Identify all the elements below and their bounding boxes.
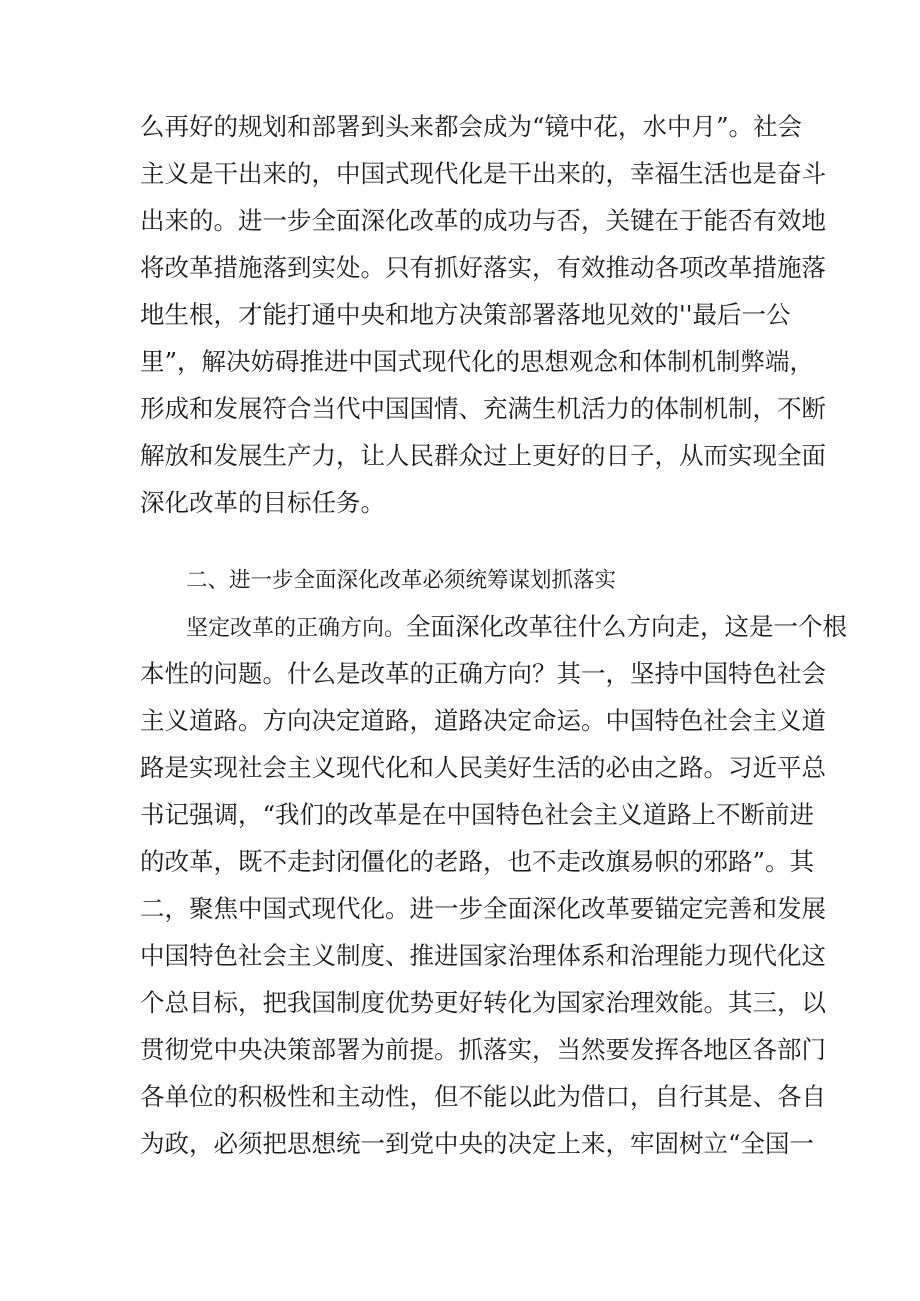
text-line: 出来的。进一步全面深化改革的成功与否，关键在于能否有效地 [140, 206, 826, 235]
text-line: 形成和发展符合当代中国国情、充满生机活力的体制机制，不断 [140, 394, 826, 423]
text-line: 贯彻党中央决策部署为前提。抓落实，当然要发挥各地区各部门 [140, 1035, 826, 1064]
text-line: 将改革措施落到实处。只有抓好落实，有效推动各项改革措施落 [140, 253, 826, 282]
lead-phrase: 坚定改革的正确方向。 [186, 616, 407, 641]
text-line: 本性的问题。什么是改革的正确方向？其一，坚持中国特色社会 [140, 659, 826, 688]
text-line: 么再好的规划和部署到头来都会成为“镜中花，水中月”。社会 [140, 112, 803, 141]
text-line: 深化改革的目标任务。 [140, 488, 385, 517]
text-line: 各单位的积极性和主动性，但不能以此为借口，自行其是、各自 [140, 1082, 826, 1111]
text-line: 书记强调，“我们的改革是在中国特色社会主义道路上不断前进 [140, 800, 815, 829]
text-line: 的改革，既不走封闭僵化的老路，也不走改旗易帜的邪路”。其 [140, 847, 815, 876]
first-line-rest: 全面深化改革往什么方向走，这是一个根 [406, 612, 848, 641]
text-line: 主义道路。方向决定道路，道路决定命运。中国特色社会主义道 [140, 706, 826, 735]
text-line: 个总目标，把我国制度优势更好转化为国家治理效能。其三，以 [140, 988, 826, 1017]
text-line: 主义是干出来的，中国式现代化是干出来的，幸福生活也是奋斗 [140, 159, 826, 188]
text-line: 为政，必须把思想统一到党中央的决定上来，牢固树立“全国一 [140, 1129, 815, 1158]
text-line-first [140, 603, 848, 650]
text-line: 二，聚焦中国式现代化。进一步全面深化改革要锚定完善和发展 [140, 894, 826, 923]
paragraph-continued [140, 103, 826, 526]
text-line: 里”，解决妨碍推进中国式现代化的思想观念和体制机制弊端， [140, 347, 815, 376]
text-line: 地生根，才能打通中央和地方决策部署落地见效的''最后一公 [140, 300, 791, 329]
section-heading: 二、进一步全面深化改革必须统筹谋划抓落实 [186, 568, 617, 593]
text-line: 解放和发展生产力，让人民群众过上更好的日子，从而实现全面 [140, 441, 826, 470]
text-line: 中国特色社会主义制度、推进国家治理体系和治理能力现代化这 [140, 941, 826, 970]
paragraph-direction [140, 603, 848, 1167]
text-line: 路是实现社会主义现代化和人民美好生活的必由之路。习近平总 [140, 753, 826, 782]
